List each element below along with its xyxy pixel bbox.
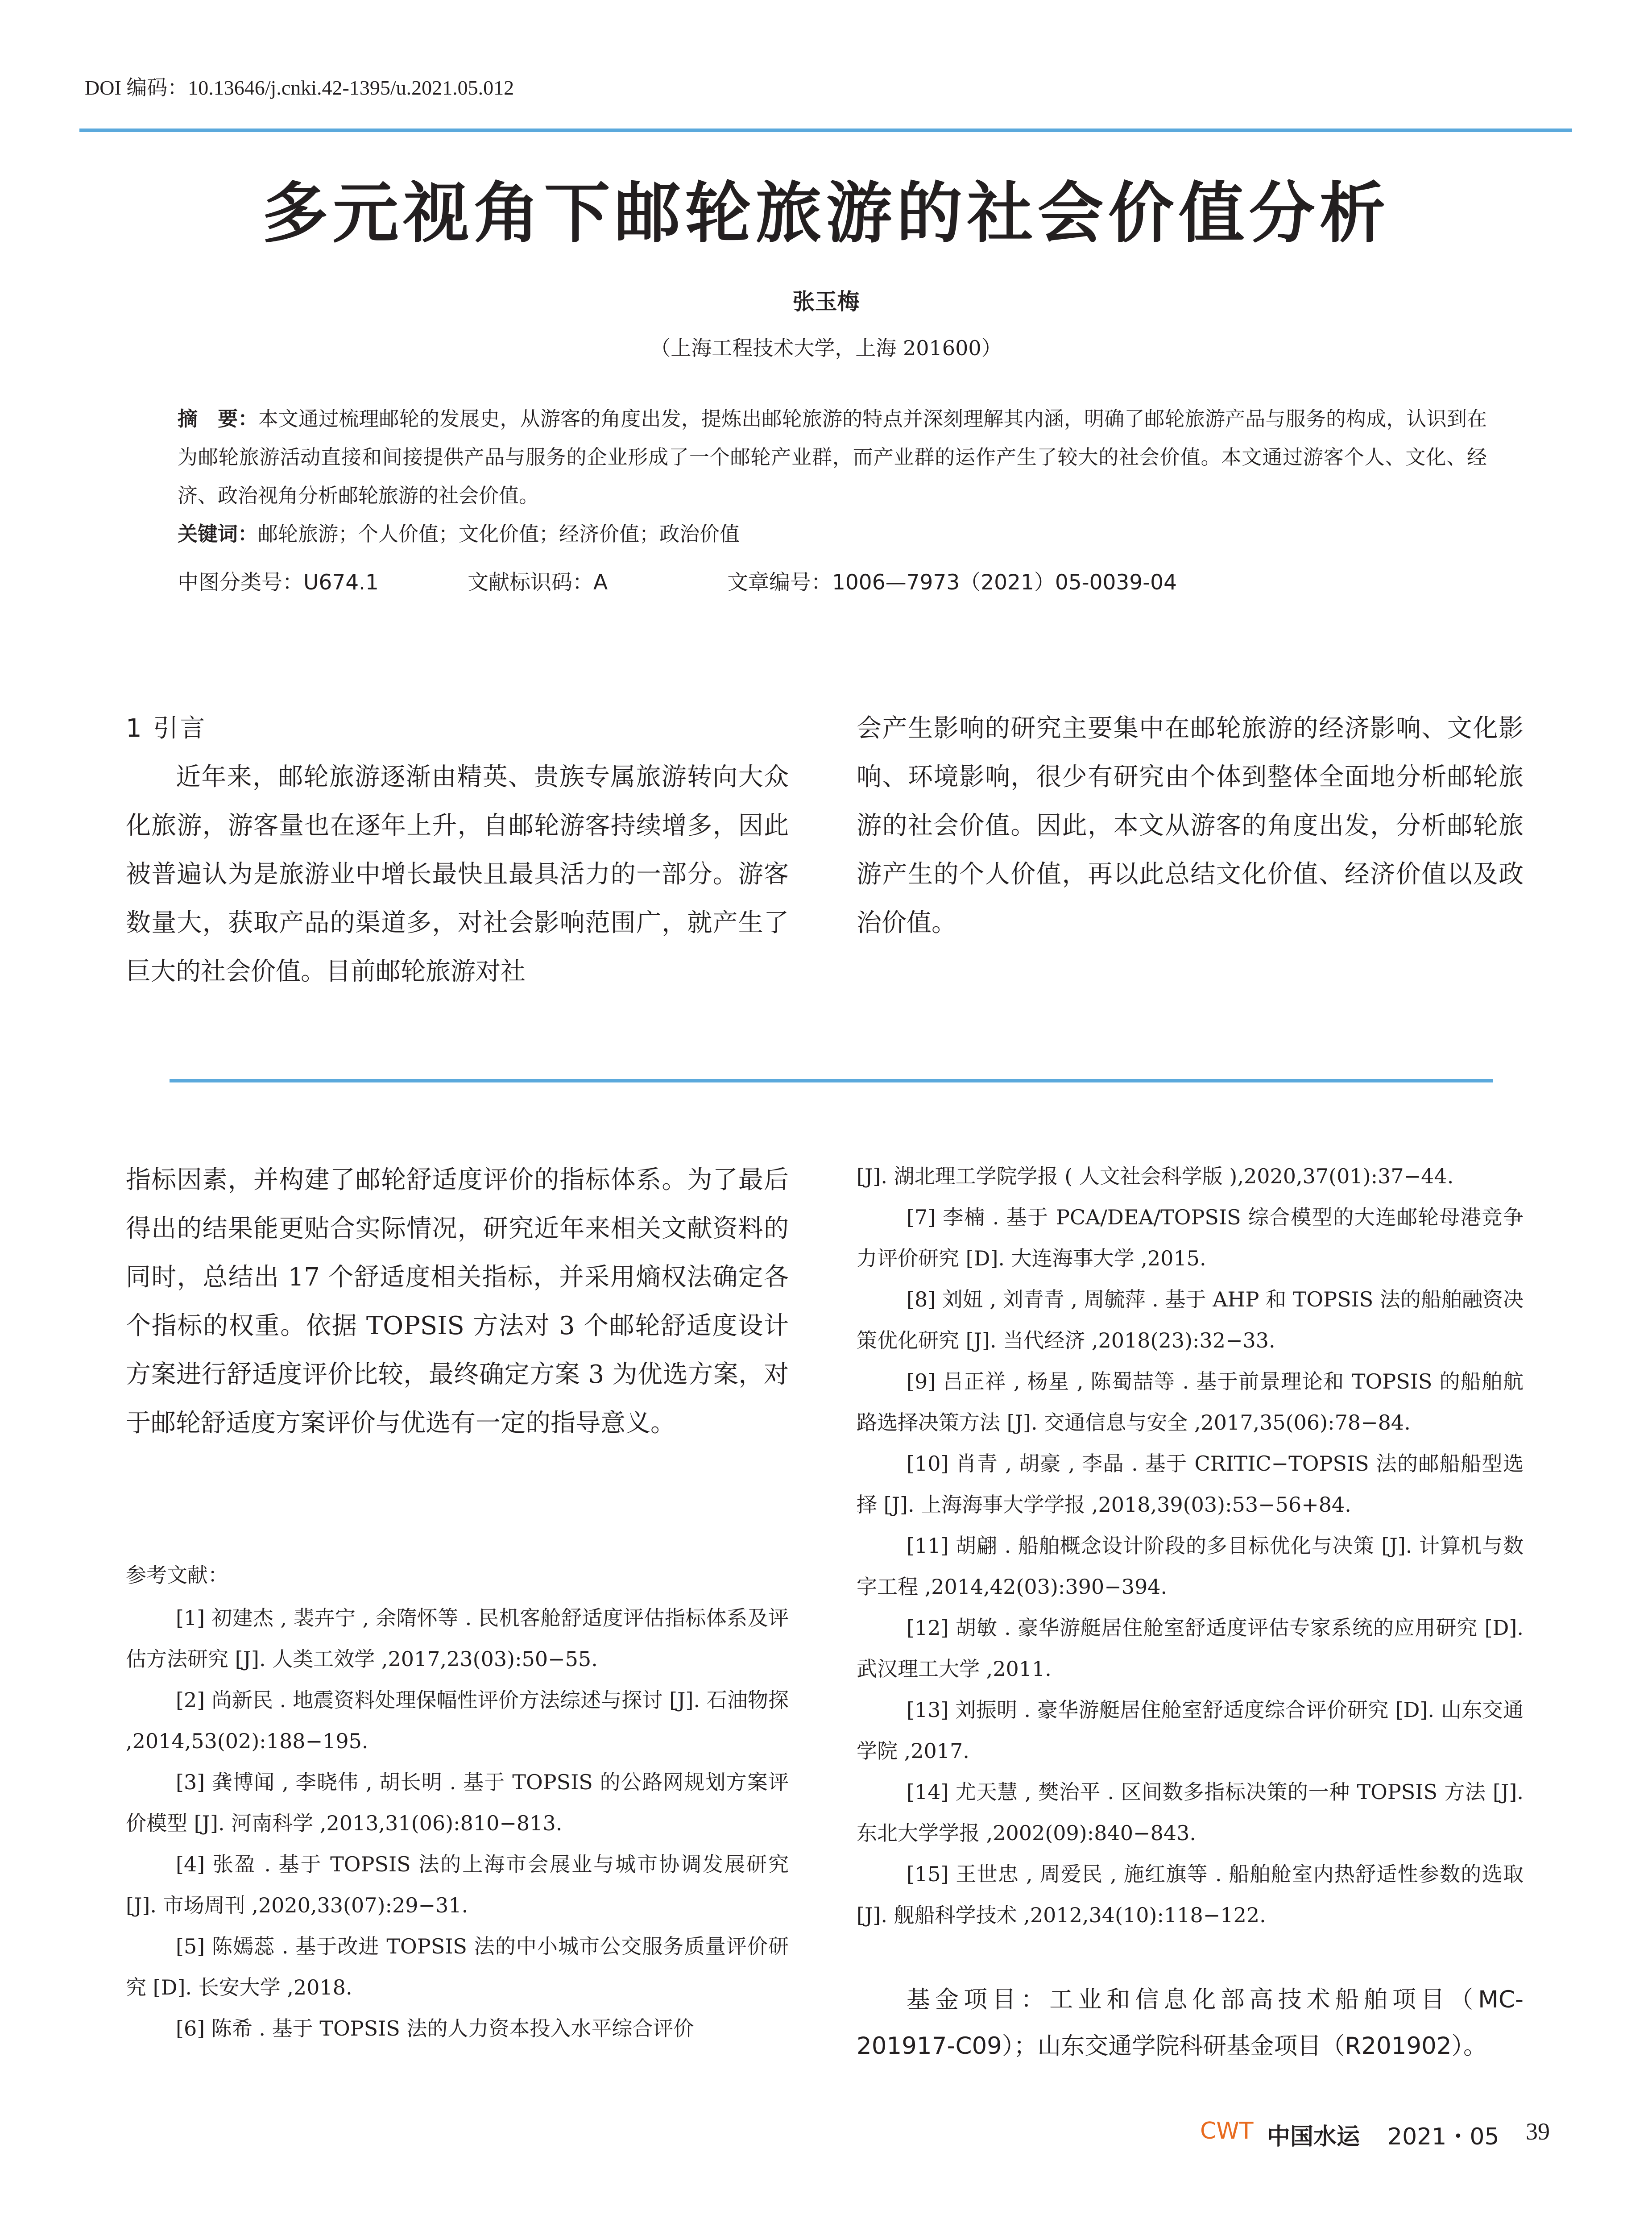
reference-item: [1] 初建杰 , 裴卉宁 , 余隋怀等 . 民机客舱舒适度评估指标体系及评估方法研究 [J]. 人类工效学 ,2017,23(03):50−55. bbox=[126, 1606, 789, 1671]
issue-number: 2021・05 bbox=[1387, 2123, 1499, 2150]
section-divider bbox=[170, 1079, 1493, 1082]
header-rule bbox=[79, 129, 1572, 132]
reference-item: [7] 李楠 . 基于 PCA/DEA/TOPSIS 综合模型的大连邮轮母港竞争力评价研究 [D]. 大连海事大学 ,2015. bbox=[857, 1205, 1524, 1270]
clc-number: 中图分类号：U674.1 bbox=[178, 570, 379, 595]
author-affiliation: （上海工程技术大学，上海 201600） bbox=[650, 336, 1002, 360]
references-left bbox=[126, 1597, 789, 2049]
author-name: 张玉梅 bbox=[792, 289, 860, 315]
abstract-text: 本文通过梳理邮轮的发展史，从游客的角度出发，提炼出邮轮旅游的特点并深刻理解其内涵，明确了邮轮旅游产品与服务的构成，认识到在为邮轮旅游活动直接和间接提供产品与服务的企业形成了一个邮轮产业群，而产业群的运作产生了较大的社会价值。本文通过游客个人、文化、经济、政治视角分析邮轮旅游的社会价值。 bbox=[178, 407, 1487, 507]
reference-item: [15] 王世忠 , 周爱民 , 施红旗等 . 船舶舱室内热舒适性参数的选取 [J]. 舰船科学技术 ,2012,34(10):118−122. bbox=[857, 1862, 1524, 1927]
section-heading: 1 引言 bbox=[126, 714, 207, 743]
article-number: 文章编号：1006—7973（2021）05-0039-04 bbox=[727, 570, 1177, 595]
abstract-block bbox=[178, 400, 1487, 553]
reference-item: [12] 胡敏 . 豪华游艇居住舱室舒适度评估专家系统的应用研究 [D]. 武汉理工大学 ,2011. bbox=[857, 1616, 1524, 1681]
fund-note: 基金项目：工业和信息化部高技术船舶项目（MC-201917-C09）；山东交通学院科研基金项目（R201902）。 bbox=[857, 1986, 1524, 2060]
reference-continuation: [J]. 湖北理工学院学报 ( 人文社会科学版 ),2020,37(01):37−44. bbox=[857, 1164, 1454, 1188]
keywords-text: 邮轮旅游；个人价值；文化价值；经济价值；政治价值 bbox=[258, 522, 740, 546]
reference-item: [2] 尚新民 . 地震资料处理保幅性评价方法综述与探讨 [J]. 石油物探 ,2014,53(02):188−195. bbox=[126, 1688, 789, 1753]
reference-item: [8] 刘妞 , 刘青青 , 周毓萍 . 基于 AHP 和 TOPSIS 法的船舶融资决策优化研究 [J]. 当代经济 ,2018(23):32−33. bbox=[857, 1287, 1524, 1352]
intro-paragraph-left: 近年来，邮轮旅游逐渐由精英、贵族专属旅游转向大众化旅游，游客量也在逐年上升，自邮轮游客持续增多，因此被普遍认为是旅游业中增长最快且最具活力的一部分。游客数量大，获取产品的渠道多，对社会影响范围广，就产生了巨大的社会价值。目前邮轮旅游对社 bbox=[126, 763, 789, 986]
journal-name: 中国水运 bbox=[1267, 2123, 1360, 2150]
reference-item: [10] 肖青 , 胡豪 , 李晶 . 基于 CRITIC−TOPSIS 法的邮船船型选择 [J]. 上海海事大学学报 ,2018,39(03):53−56+84. bbox=[857, 1451, 1524, 1517]
reference-item: [14] 尤天慧 , 樊治平 . 区间数多指标决策的一种 TOPSIS 方法 [J]. 东北大学学报 ,2002(09):840−843. bbox=[857, 1780, 1524, 1845]
reference-item: [11] 胡翩 . 船舶概念设计阶段的多目标优化与决策 [J]. 计算机与数字工程 ,2014,42(03):390−394. bbox=[857, 1534, 1524, 1599]
reference-item: [13] 刘振明 . 豪华游艇居住舱室舒适度综合评价研究 [D]. 山东交通学院 ,2017. bbox=[857, 1698, 1524, 1763]
conclusion-paragraph: 指标因素，并构建了邮轮舒适度评价的指标体系。为了最后得出的结果能更贴合实际情况，研究近年来相关文献资料的同时，总结出 17 个舒适度相关指标，并采用熵权法确定各个指标的权重。依据 TOPSIS 方法对 3 个邮轮舒适度设计方案进行舒适度评价比较，最终确定方案 3 为优选方案，对于邮轮舒适度方案评价与优选有一定的指导意义。 bbox=[126, 1165, 789, 1438]
intro-right-column bbox=[857, 704, 1524, 947]
doi-line: DOI 编码：10.13646/j.cnki.42-1395/u.2021.05.012 bbox=[85, 76, 514, 99]
lower-left-column bbox=[126, 1156, 789, 1447]
abstract-paragraph bbox=[178, 400, 1487, 515]
keywords-line bbox=[178, 515, 1487, 553]
intro-paragraph-right: 会产生影响的研究主要集中在邮轮旅游的经济影响、文化影响、环境影响，很少有研究由个体到整体全面地分析邮轮旅游的社会价值。因此，本文从游客的角度出发，分析邮轮旅游产生的个人价值，再以此总结文化价值、经济价值以及政治价值。 bbox=[857, 714, 1524, 937]
reference-item: [9] 吕正祥 , 杨星 , 陈蜀喆等 . 基于前景理论和 TOPSIS 的船舶航路选择决策方法 [J]. 交通信息与安全 ,2017,35(06):78−84. bbox=[857, 1369, 1524, 1435]
document-code: 文献标识码：A bbox=[468, 570, 608, 595]
references-right bbox=[857, 1156, 1524, 1936]
keywords-label: 关键词： bbox=[178, 522, 258, 546]
intro-left-column bbox=[126, 704, 789, 996]
reference-item: [3] 龚博闻 , 李晓伟 , 胡长明 . 基于 TOPSIS 的公路网规划方案评价模型 [J]. 河南科学 ,2013,31(06):810−813. bbox=[126, 1770, 789, 1835]
references-title: 参考文献： bbox=[126, 1563, 228, 1587]
page-number: 39 bbox=[1526, 2118, 1550, 2145]
reference-item: [4] 张盈 . 基于 TOPSIS 法的上海市会展业与城市协调发展研究 [J]. 市场周刊 ,2020,33(07):29−31. bbox=[126, 1852, 789, 1917]
reference-item: [5] 陈嫣蕊 . 基于改进 TOPSIS 法的中小城市公交服务质量评价研究 [D]. 长安大学 ,2018. bbox=[126, 1934, 789, 1999]
reference-item: [6] 陈希 . 基于 TOPSIS 法的人力资本投入水平综合评价 bbox=[176, 2016, 694, 2040]
article-title: 多元视角下邮轮旅游的社会价值分析 bbox=[262, 174, 1390, 252]
journal-logo: CWT bbox=[1200, 2118, 1254, 2144]
abstract-label: 摘 要： bbox=[178, 407, 258, 431]
